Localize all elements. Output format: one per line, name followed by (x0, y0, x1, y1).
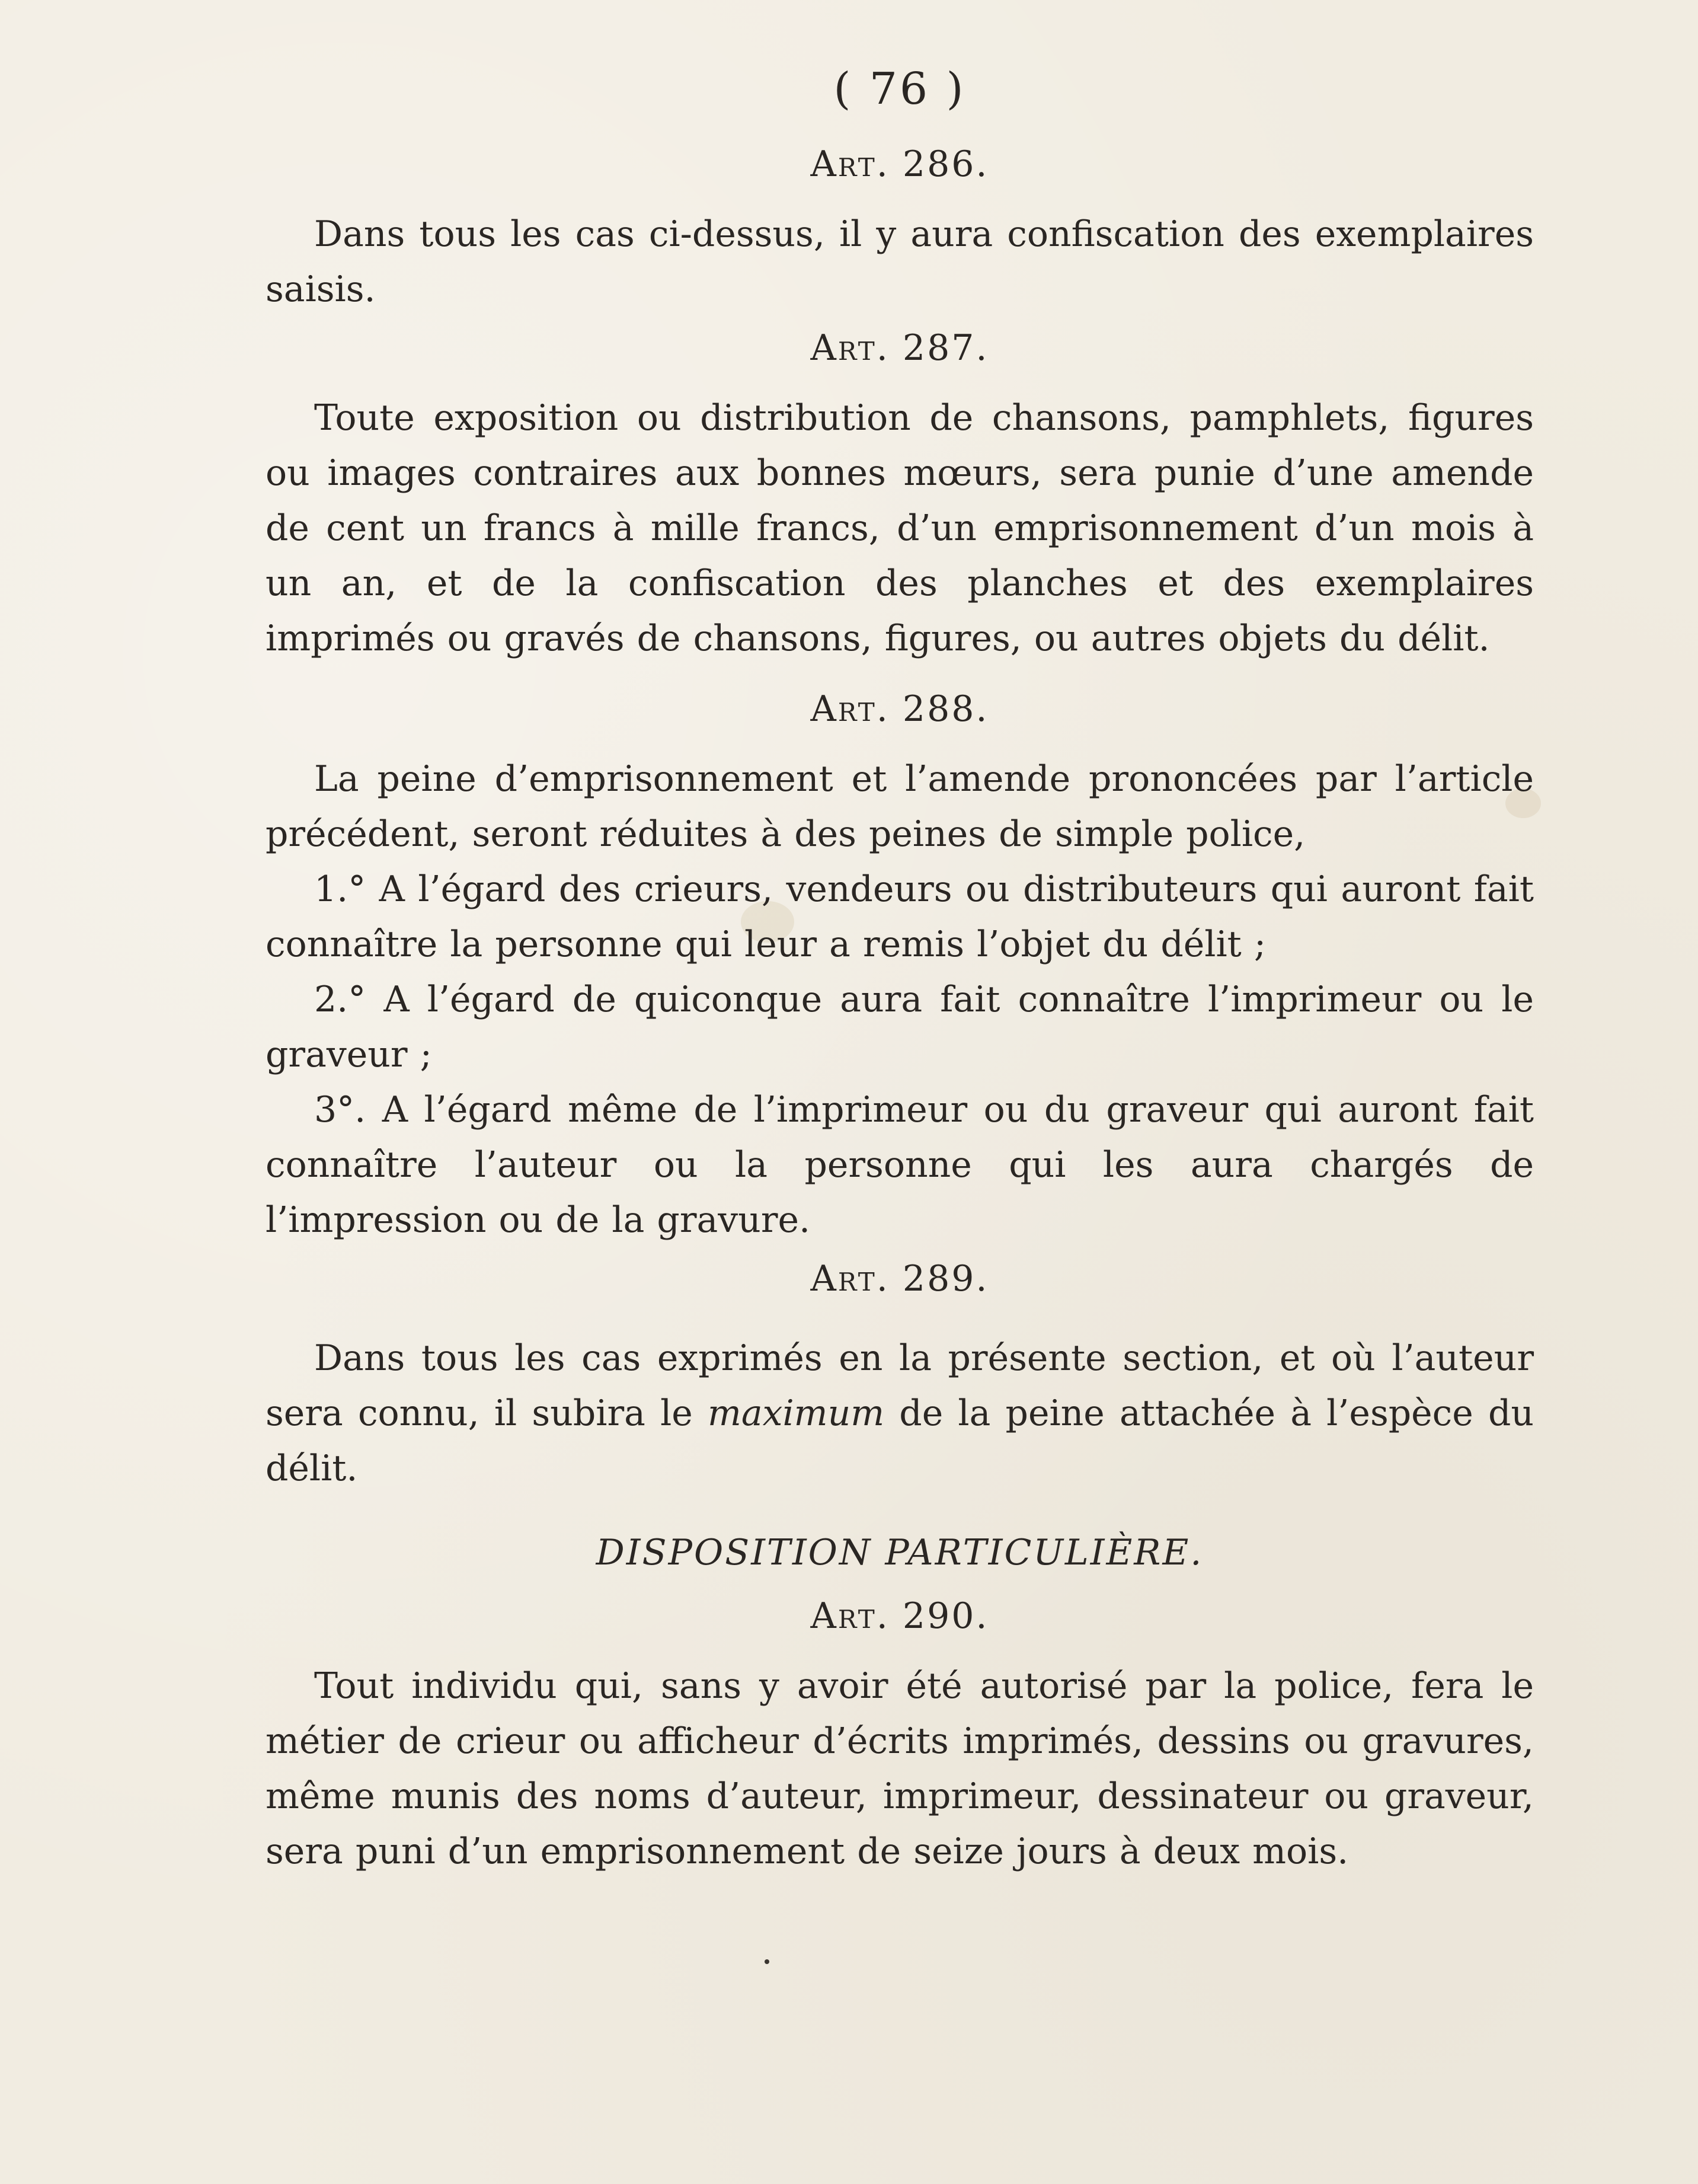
article-heading: Art. 287. (810, 327, 989, 369)
article-text-part: de la peine attachée à l’espèce du délit. (266, 1393, 1534, 1489)
article-text: Dans tous les cas ci-dessus, il y aura confiscation des exemplaires saisis. (266, 213, 1534, 310)
emphasis-maximum: maximum (707, 1393, 885, 1434)
article-clause: 1.° A l’égard des crieurs, vendeurs ou distributeurs qui auront fait connaître la personne qui leur a remis l’objet du délit ; (266, 869, 1534, 965)
article-text: Toute exposition ou distribution de chansons, pamphlets, figures ou images contraires aux bonnes mœurs, sera punie d’une amende de cent un francs à mille francs, d’un emprisonnement d’un mois à un an, et de la confiscation des planches et des exemplaires imprimés ou gravés de chansons, figures, ou autres objets du délit. (266, 397, 1534, 659)
article-heading: Art. 290. (810, 1595, 989, 1637)
article-text: Tout individu qui, sans y avoir été autorisé par la police, fera le métier de crieur ou afficheur d’écrits imprimés, dessins ou gravures, même munis des noms d’auteur, imprimeur, dessinateur ou graveur, sera puni d’un emprisonnement de seize jours à deux mois. (266, 1665, 1534, 1872)
article-text-part: Dans tous les cas exprimés en la présente section, et où l’auteur sera connu, il subira le (266, 1337, 1534, 1434)
article-text (266, 1331, 1534, 1496)
section-heading: DISPOSITION PARTICULIÈRE. (596, 1532, 1204, 1573)
article-heading: Art. 289. (810, 1258, 989, 1299)
end-mark (765, 1959, 769, 1964)
article-clause: 2.° A l’égard de quiconque aura fait connaître l’imprimeur ou le graveur ; (266, 979, 1534, 1075)
article-heading: Art. 286. (810, 143, 989, 185)
article-clause: 3°. A l’égard même de l’imprimeur ou du graveur qui auront fait connaître l’auteur ou la personne qui les aura chargés de l’impression ou de la gravure. (266, 1089, 1534, 1241)
article-text: La peine d’emprisonnement et l’amende prononcées par l’article précédent, seront réduites à des peines de simple police, (266, 758, 1534, 855)
page-number: ( 76 ) (833, 63, 966, 114)
page-text (266, 56, 1534, 1879)
article-heading: Art. 288. (810, 688, 989, 730)
